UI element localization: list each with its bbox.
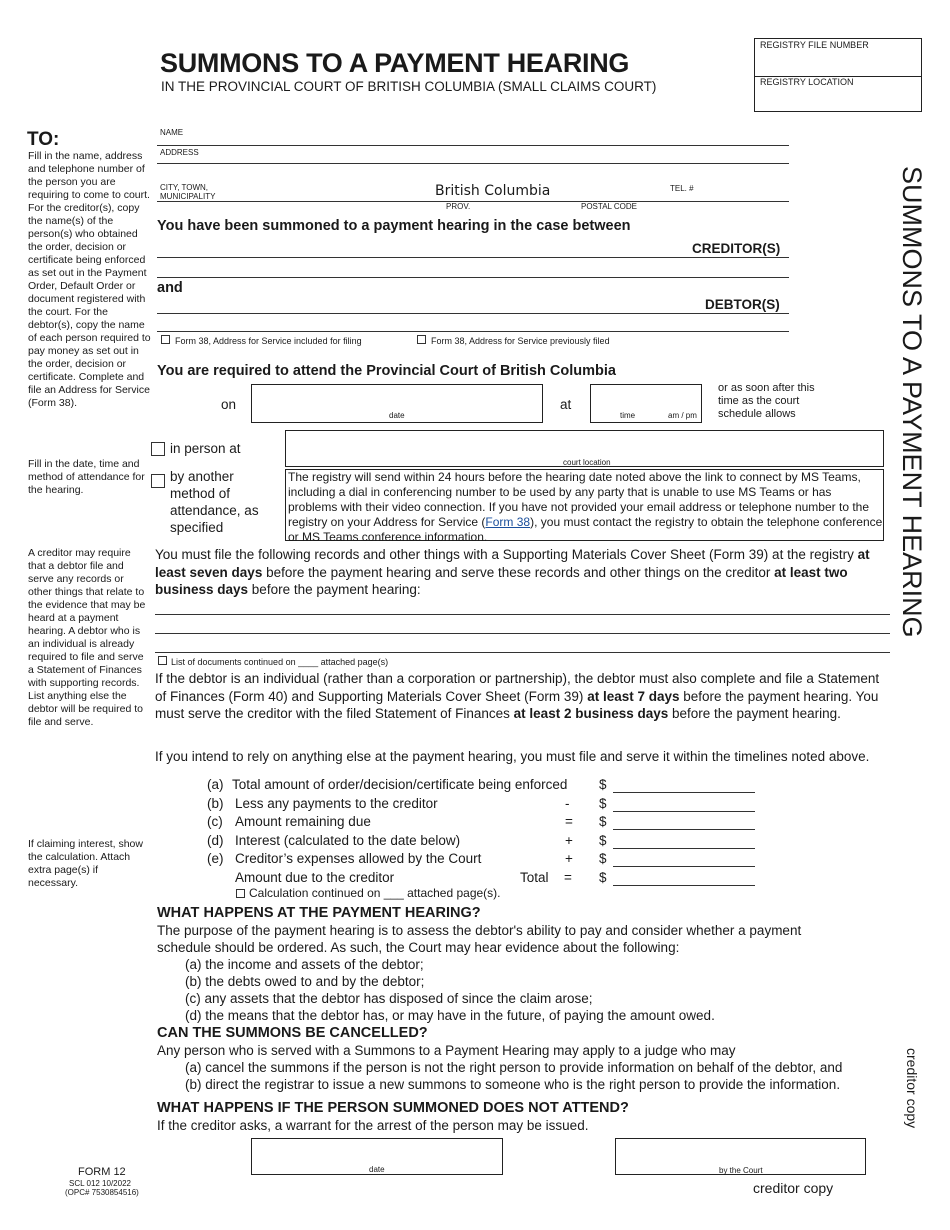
finances-text-d: at least 2 business days	[513, 706, 669, 721]
amount-row-currency: $	[599, 814, 607, 829]
form-title: SUMMONS TO A PAYMENT HEARING	[160, 48, 630, 78]
in-person-checkbox[interactable]	[151, 442, 165, 456]
amount-row-field[interactable]	[613, 792, 755, 793]
teams-text-1: The registry will send within 24 hours before the hearing date noted above the link to connect by MS Teams, including a dial in conferencing number to be used by any party that is unable to use MS Teams or has problems with their video connection. If you have not provided your email address or telephone number to the registry on your Address for Service (	[288, 470, 870, 529]
amount-row-operator: +	[565, 833, 573, 848]
hearing-date-field[interactable]	[251, 384, 543, 423]
calc-continued-checkbox[interactable]	[236, 889, 245, 898]
finances-text-c: before the payment hearing. You must serve the creditor with the filed Statement of Finances	[155, 688, 879, 721]
attend-heading: You are required to attend the Provincial Court of British Columbia	[157, 363, 616, 379]
not-attend-heading: WHAT HAPPENS IF THE PERSON SUMMONED DOES NOT ATTEND?	[157, 1100, 629, 1116]
signature-date-field[interactable]	[251, 1138, 503, 1175]
creditor-instructions: A creditor may require that a debtor file and serve any records or other things that relate to the evidence that may be heard at a payment hearing. A debtor who is an individual is already required to file and serve a Statement of Finances with supporting records. List anything else the debtor will be required to file and serve.	[28, 547, 146, 728]
address-field[interactable]	[157, 163, 789, 164]
address-label: ADDRESS	[160, 148, 199, 157]
registry-box	[754, 38, 922, 112]
creditor-field[interactable]	[157, 257, 789, 258]
city-line[interactable]	[157, 201, 789, 202]
other-method-label: by another method of attendance, as specified	[170, 469, 259, 535]
city-label-2: MUNICIPALITY	[160, 192, 216, 201]
other-method-checkbox[interactable]	[151, 474, 165, 488]
amount-row-currency: $	[599, 777, 607, 792]
province-value[interactable]: British Columbia	[435, 183, 551, 199]
amount-row-label: Creditor’s expenses allowed by the Court	[235, 851, 482, 866]
records-text-c: before the payment hearing and serve these records and other things on the creditor	[262, 564, 775, 580]
to-instructions: Fill in the name, address and telephone number of the person you are requiring to come to court. For the creditor(s), copy the name(s) of the person(s) who obtained the order, decision or certificate being enforced as set out in the Payment Order, Default Order or document registered with the court. For the debtor(s), copy the name of each person required to pay money as set out in the order, decision or certificate. Complete and file an Address for Service (Form 38).	[28, 150, 151, 409]
records-line-1[interactable]	[155, 614, 890, 615]
total-label: Amount due to the creditor	[235, 870, 395, 885]
on-label: on	[221, 397, 237, 412]
teams-info-box	[285, 469, 884, 544]
total-currency: $	[599, 870, 607, 885]
hearing-heading: WHAT HAPPENS AT THE PAYMENT HEARING?	[157, 905, 481, 921]
teams-info-text	[288, 470, 883, 545]
amount-row-currency: $	[599, 796, 607, 811]
city-label-1: CITY, TOWN,	[160, 183, 209, 192]
finances-text-a: If the debtor is an individual (rather than a corporation or partnership), the debtor must also complete and file a Statement of Finances (Form 40) and Supporting Materials Cover Sheet (Form 39)	[155, 671, 880, 704]
in-person-label: in person at	[170, 441, 241, 456]
hearing-item-b: (b) the debts owed to and by the debtor;	[185, 974, 425, 989]
name-label: NAME	[160, 128, 184, 137]
documents-continued-label: List of documents continued on ____ attached page(s)	[171, 657, 389, 667]
court-location-field[interactable]	[285, 430, 884, 467]
prov-label: PROV.	[446, 202, 471, 211]
amount-row-label: Amount remaining due	[235, 814, 371, 829]
amount-row-letter: (a)	[207, 777, 224, 792]
records-text-a: You must file the following records and other things with a Supporting Materials Cover Sheet (Form 39) at the registry	[155, 547, 858, 562]
form38-filed-label: Form 38, Address for Service previously filed	[431, 336, 610, 346]
records-text-d: at least two business days	[155, 564, 848, 597]
hearing-time-field[interactable]	[590, 384, 702, 423]
court-signature-field[interactable]	[615, 1138, 866, 1175]
rely-paragraph: If you intend to rely on anything else at the payment hearing, you must file and serve it within the timelines noted above.	[155, 749, 870, 764]
hearing-item-d: (d) the means that the debtor has, or may have in the future, of paying the amount owed.	[185, 1008, 715, 1023]
debtors-label: DEBTOR(S)	[705, 297, 780, 312]
hearing-text: The purpose of the payment hearing is to assess the debtor's ability to pay and consider whether a payment schedule should be ordered. As such, the Court may hear evidence about the following:	[157, 923, 802, 955]
side-copy-label: creditor copy	[904, 1048, 920, 1129]
court-signature-label: by the Court	[719, 1166, 763, 1175]
amount-row-letter: (d)	[207, 833, 224, 848]
not-attend-text: If the creditor asks, a warrant for the arrest of the person may be issued.	[157, 1118, 589, 1133]
registry-file-number-label: REGISTRY FILE NUMBER	[760, 40, 869, 50]
signature-date-label: date	[369, 1165, 385, 1174]
total-word: Total	[520, 870, 549, 885]
records-line-3[interactable]	[155, 652, 890, 653]
form38-included-checkbox[interactable]	[161, 335, 170, 344]
teams-text-2: ), you must contact the registry to obtain the telephone conference or MS Teams conference information.	[288, 515, 883, 544]
form-subtitle: IN THE PROVINCIAL COURT OF BRITISH COLUMBIA (SMALL CLAIMS COURT)	[161, 79, 657, 94]
and-label: and	[157, 280, 183, 296]
form38-link[interactable]: Form 38	[485, 515, 531, 529]
finances-text-e: before the payment hearing.	[668, 706, 841, 721]
opc-number: (OPC# 7530854516)	[65, 1188, 139, 1197]
amount-row-field[interactable]	[613, 829, 755, 830]
registry-file-number-field[interactable]	[755, 39, 921, 77]
records-line-2[interactable]	[155, 633, 890, 634]
amount-row-field[interactable]	[613, 811, 755, 812]
calc-continued-label: Calculation continued on ___ attached page(s).	[249, 886, 501, 900]
amount-row-label: Interest (calculated to the date below)	[235, 833, 461, 848]
form-code: SCL 012 10/2022	[69, 1179, 131, 1188]
records-text-e: before the payment hearing:	[248, 582, 421, 597]
debtor-field[interactable]	[157, 313, 789, 314]
amount-row-field[interactable]	[613, 866, 755, 867]
cancel-item-a: (a) cancel the summons if the person is not the right person to provide information on behalf of the debtor, and	[185, 1060, 843, 1075]
court-location-label: court location	[563, 458, 611, 467]
total-operator: =	[564, 870, 572, 885]
documents-continued-checkbox[interactable]	[158, 656, 167, 665]
amount-row-letter: (b)	[207, 796, 224, 811]
to-label: TO:	[27, 129, 60, 150]
amount-row-operator: =	[565, 814, 573, 829]
form-number: FORM 12	[78, 1166, 126, 1178]
as-soon-after-note: or as soon after this time as the court schedule allows	[718, 382, 815, 420]
hearing-item-c: (c) any assets that the debtor has disposed of since the claim arose;	[185, 991, 593, 1006]
form38-included-label: Form 38, Address for Service included for filing	[175, 336, 362, 346]
finances-text-b: at least 7 days	[587, 688, 680, 704]
form38-filed-checkbox[interactable]	[417, 335, 426, 344]
date-instructions: Fill in the date, time and method of attendance for the hearing.	[28, 458, 145, 496]
amount-row-label: Less any payments to the creditor	[235, 796, 438, 811]
ampm-label: am / pm	[668, 411, 697, 420]
creditors-label: CREDITOR(S)	[692, 241, 781, 256]
cancel-heading: CAN THE SUMMONS BE CANCELLED?	[157, 1025, 428, 1041]
name-field[interactable]	[157, 145, 789, 146]
registry-location-label: REGISTRY LOCATION	[760, 77, 854, 87]
interest-instructions: If claiming interest, show the calculation. Attach extra page(s) if necessary.	[28, 838, 143, 889]
cancel-item-b: (b) direct the registrar to issue a new summons to someone who is the right person to provide the information.	[185, 1077, 841, 1092]
side-title: SUMMONS TO A PAYMENT HEARING	[897, 166, 927, 638]
amount-row-letter: (e)	[207, 851, 224, 866]
debtor-finances-paragraph	[155, 670, 890, 723]
amount-row-operator: +	[565, 851, 573, 866]
registry-location-field[interactable]	[755, 76, 921, 111]
records-text-b: at least seven days	[155, 547, 870, 580]
records-paragraph	[155, 546, 890, 599]
hearing-date-label: date	[389, 411, 405, 420]
amount-row-label: Total amount of order/decision/certificate being enforced	[232, 777, 568, 792]
summoned-heading: You have been summoned to a payment hearing in the case between	[157, 218, 631, 234]
at-label: at	[560, 397, 572, 412]
postal-code-label: POSTAL CODE	[581, 202, 638, 211]
amount-row-letter: (c)	[207, 814, 223, 829]
debtor-field-2[interactable]	[157, 331, 789, 332]
total-amount-field[interactable]	[613, 885, 755, 886]
amount-row-operator: -	[565, 796, 570, 811]
tel-label: TEL. #	[670, 184, 694, 193]
cancel-text: Any person who is served with a Summons to a Payment Hearing may apply to a judge who may	[157, 1043, 736, 1058]
creditor-field-2[interactable]	[157, 277, 789, 278]
footer-copy-label: creditor copy	[753, 1180, 834, 1196]
amount-row-field[interactable]	[613, 848, 755, 849]
amount-row-currency: $	[599, 851, 607, 866]
amount-row-currency: $	[599, 833, 607, 848]
hearing-time-label: time	[620, 411, 636, 420]
hearing-item-a: (a) the income and assets of the debtor;	[185, 957, 424, 972]
